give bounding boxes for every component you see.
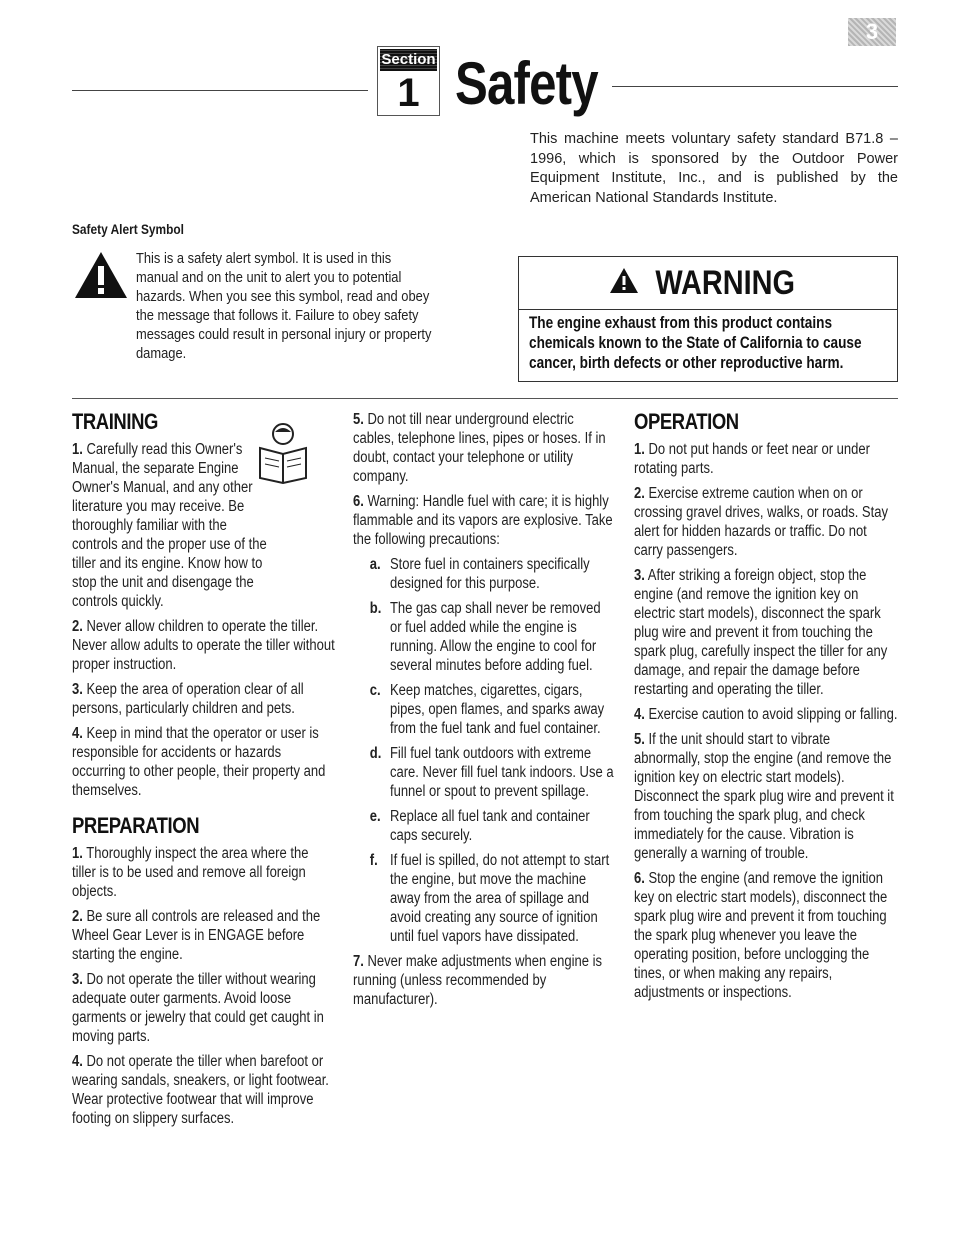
operation-item: 1. Do not put hands or feet near or under rotating parts.	[634, 441, 870, 477]
preparation-item: 7. Never make adjustments when engine is running (unless recommended by manufacturer).	[353, 953, 602, 1008]
preparation-heading: PREPARATION	[72, 813, 200, 838]
warning-body: The engine exhaust from this product contains chemicals known to the State of California to cause cancer, birth defects or other reproductive harm.	[529, 313, 862, 372]
column-training-preparation	[72, 410, 336, 1134]
page-number: 3	[848, 18, 896, 46]
safety-alert-text: This is a safety alert symbol. It is used in this manual and on the unit to alert you to potential hazards. When you see this symbol, read and obey the message that follows it. Failure to obey safety messages could result in personal injury or property damage.	[136, 250, 432, 362]
warning-header	[519, 257, 897, 310]
operation-heading: OPERATION	[634, 409, 739, 434]
warning-triangle-icon	[609, 267, 639, 299]
operation-item: 5. If the unit should start to vibrate abnormally, stop the engine (and remove the ignition key on electric start models). Disconnect the spark plug wire and prevent it from touching the spark plug, and check immediately for the cause. Vibration is generally a warning of trouble.	[634, 731, 894, 862]
header-rule-right	[612, 86, 898, 87]
preparation-item: 3. Do not operate the tiller without wearing adequate outer garments. Avoid loose garments or jewelry that could get caught in moving parts.	[72, 971, 324, 1045]
page-title: Safety	[455, 50, 598, 117]
training-item: 3. Keep the area of operation clear of all persons, particularly children and pets.	[72, 681, 304, 717]
operation-item: 4. Exercise caution to avoid slipping or falling.	[634, 706, 898, 723]
warning-triangle-icon	[73, 250, 129, 305]
fuel-precaution-item: f. If fuel is spilled, do not attempt to start the engine, but move the machine away from the area of spillage and avoid creating any source of ignition until fuel vapors have dissipated.	[369, 852, 610, 945]
training-item: 2. Never allow children to operate the tiller. Never allow adults to operate the tiller without proper instruction.	[72, 618, 335, 673]
fuel-precaution-item: e. Replace all fuel tank and container caps securely.	[369, 808, 590, 844]
warning-box	[518, 256, 898, 382]
safety-alert-heading: Safety Alert Symbol	[72, 221, 184, 237]
operation-item: 3. After striking a foreign object, stop the engine (and remove the ignition key on electric start models), disconnect the spark plug wire and prevent it from touching the spark plug, carefully inspect the tiller for any damage, and repair the damage before restarting and operating the tiller.	[634, 567, 888, 698]
section-label: Section	[380, 49, 437, 71]
training-item: 4. Keep in mind that the operator or user is responsible for accidents or hazards occurring to other people, their property and themselves.	[72, 725, 326, 799]
header-rule-left	[72, 90, 368, 91]
preparation-item: 4. Do not operate the tiller when barefoot or wearing sandals, sneakers, or light footwear. Wear protective footwear that will improve footing on slippery surfaces.	[72, 1053, 329, 1127]
fuel-precaution-item: d. Fill fuel tank outdoors with extreme care. Never fill fuel tank indoors. Use a funnel or spout to prevent spillage.	[369, 745, 614, 800]
warning-title: WARNING	[655, 264, 795, 302]
preparation-item: 6. Warning: Handle fuel with care; it is highly flammable and its vapors are explosive. Take the following precautions:	[353, 493, 613, 548]
column-operation	[634, 410, 898, 1008]
intro-paragraph: This machine meets voluntary safety standard B71.8 – 1996, which is sponsored by the Outdoor Power Equipment Institute, Inc., and is published by the American National Standards Institute.	[530, 131, 898, 206]
column-preparation-continued	[353, 410, 615, 1015]
operation-item: 2. Exercise extreme caution when on or crossing gravel drives, walks, or roads. Stay alert for hidden hazards or traffic. Do not carry passengers.	[634, 485, 888, 559]
fuel-precaution-item: c. Keep matches, cigarettes, cigars, pipes, open flames, and sparks away from the fuel tank and fuel container.	[369, 682, 605, 737]
fuel-precaution-item: a. Store fuel in containers specifically designed for this purpose.	[369, 556, 590, 592]
section-number: 1	[397, 71, 420, 115]
preparation-item: 2. Be sure all controls are released and the Wheel Gear Lever is in ENGAGE before starting the engine.	[72, 908, 321, 963]
operation-item: 6. Stop the engine (and remove the ignition key on electric start models), disconnect the spark plug wire and prevent it from touching the spark plug whenever you leave the operating position, before unclogging the tines, or when making any repairs, adjustments or inspections.	[634, 870, 888, 1001]
preparation-item: 5. Do not till near underground electric cables, telephone lines, pipes or hoses. If in doubt, contact your telephone or utility company.	[353, 411, 606, 485]
training-item: 1. Carefully read this Owner's Manual, the separate Engine Owner's Manual, and any other literature you may receive. Be thoroughly familiar with the controls and the proper use of the tiller and its engine. Know how to stop the unit and disengage the controls quickly.	[72, 441, 267, 610]
read-manual-icon	[254, 422, 312, 489]
section-badge	[377, 46, 440, 116]
fuel-precaution-item: b. The gas cap shall never be removed or fuel added while the engine is running. Allow the engine to cool for several minutes before adding fuel.	[369, 600, 601, 674]
section-divider	[72, 398, 898, 399]
training-heading: TRAINING	[72, 409, 158, 434]
preparation-item: 1. Thoroughly inspect the area where the tiller is to be used and remove all foreign objects.	[72, 845, 309, 900]
